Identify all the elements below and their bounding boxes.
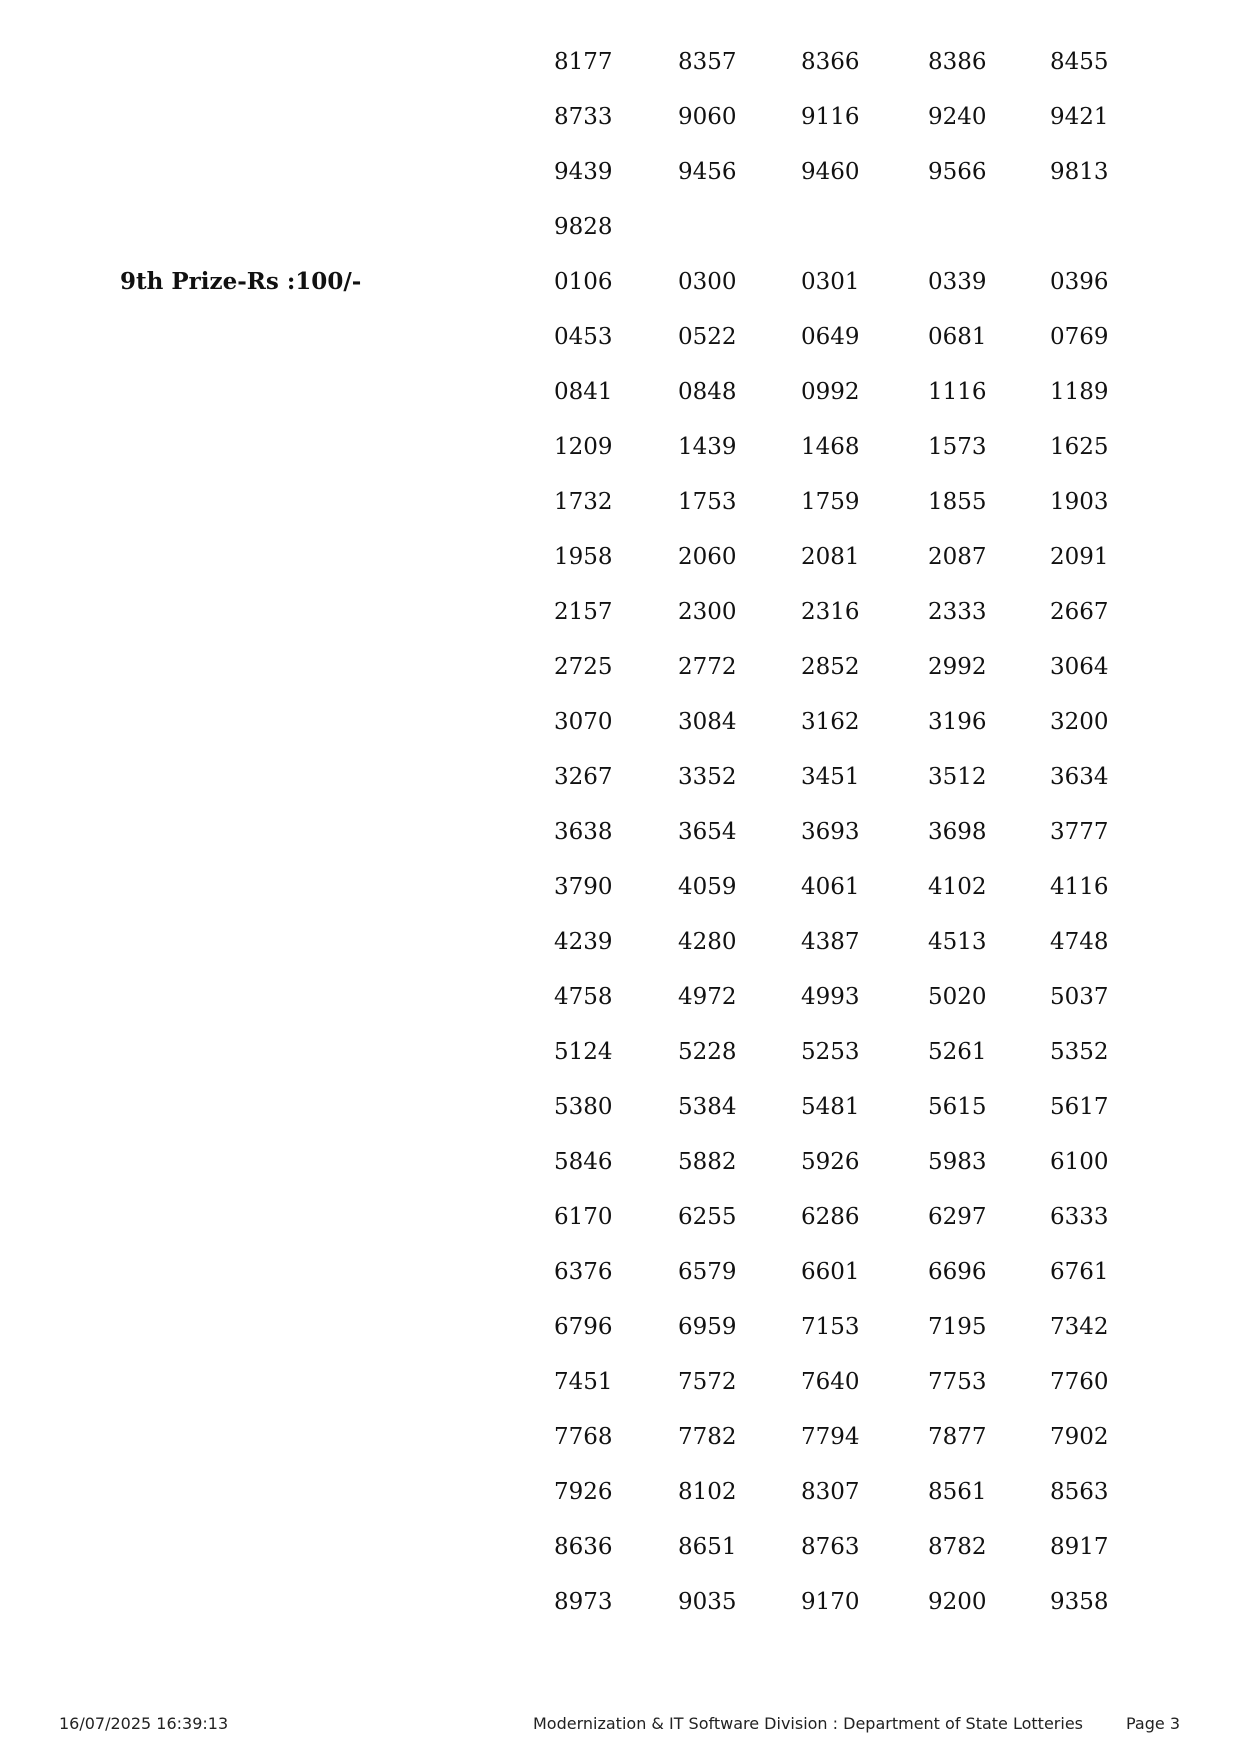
winning-number: 0769 <box>1050 324 1109 350</box>
winning-number: 8366 <box>801 49 860 75</box>
winning-number: 7572 <box>678 1369 737 1395</box>
winning-number: 5615 <box>928 1094 987 1120</box>
winning-number: 4758 <box>554 984 613 1010</box>
number-row <box>0 537 1240 577</box>
winning-number: 9460 <box>801 159 860 185</box>
winning-number: 6696 <box>928 1259 987 1285</box>
number-row <box>0 372 1240 412</box>
winning-number: 8973 <box>554 1589 613 1615</box>
winning-number: 0300 <box>678 269 737 295</box>
winning-number: 0453 <box>554 324 613 350</box>
number-row <box>0 1472 1240 1512</box>
winning-number: 8733 <box>554 104 613 130</box>
winning-number: 4061 <box>801 874 860 900</box>
number-row <box>0 1032 1240 1072</box>
winning-number: 0106 <box>554 269 613 295</box>
winning-number: 9566 <box>928 159 987 185</box>
winning-number: 2091 <box>1050 544 1109 570</box>
winning-number: 5882 <box>678 1149 737 1175</box>
winning-number: 2300 <box>678 599 737 625</box>
winning-number: 6297 <box>928 1204 987 1230</box>
winning-number: 7877 <box>928 1424 987 1450</box>
winning-number: 9170 <box>801 1589 860 1615</box>
number-row <box>0 702 1240 742</box>
winning-number: 4387 <box>801 929 860 955</box>
winning-number: 1468 <box>801 434 860 460</box>
winning-number: 3634 <box>1050 764 1109 790</box>
winning-number: 1753 <box>678 489 737 515</box>
number-row <box>0 1087 1240 1127</box>
winning-number: 2333 <box>928 599 987 625</box>
winning-number: 5253 <box>801 1039 860 1065</box>
winning-number: 6286 <box>801 1204 860 1230</box>
winning-number: 8561 <box>928 1479 987 1505</box>
winning-number: 4102 <box>928 874 987 900</box>
winning-number: 1116 <box>928 379 987 405</box>
winning-number: 5228 <box>678 1039 737 1065</box>
winning-number: 2725 <box>554 654 613 680</box>
winning-number: 9240 <box>928 104 987 130</box>
number-row <box>0 647 1240 687</box>
winning-number: 7902 <box>1050 1424 1109 1450</box>
winning-number: 8651 <box>678 1534 737 1560</box>
winning-number: 3698 <box>928 819 987 845</box>
winning-number: 6100 <box>1050 1149 1109 1175</box>
winning-number: 2087 <box>928 544 987 570</box>
winning-number: 5983 <box>928 1149 987 1175</box>
number-row <box>0 592 1240 632</box>
winning-number: 9200 <box>928 1589 987 1615</box>
winning-number: 2157 <box>554 599 613 625</box>
winning-number: 9035 <box>678 1589 737 1615</box>
winning-number: 6796 <box>554 1314 613 1340</box>
winning-number: 5124 <box>554 1039 613 1065</box>
winning-number: 5020 <box>928 984 987 1010</box>
number-row <box>0 207 1240 247</box>
winning-number: 1903 <box>1050 489 1109 515</box>
winning-number: 2316 <box>801 599 860 625</box>
winning-number: 5352 <box>1050 1039 1109 1065</box>
winning-number: 2772 <box>678 654 737 680</box>
winning-number: 6255 <box>678 1204 737 1230</box>
winning-number: 3693 <box>801 819 860 845</box>
winning-number: 9813 <box>1050 159 1109 185</box>
winning-number: 2992 <box>928 654 987 680</box>
winning-number: 1439 <box>678 434 737 460</box>
winning-number: 2852 <box>801 654 860 680</box>
winning-number: 7342 <box>1050 1314 1109 1340</box>
winning-number: 8307 <box>801 1479 860 1505</box>
winning-number: 0339 <box>928 269 987 295</box>
winning-number: 3267 <box>554 764 613 790</box>
winning-number: 8177 <box>554 49 613 75</box>
number-row <box>0 1582 1240 1622</box>
number-row <box>0 1362 1240 1402</box>
winning-number: 5037 <box>1050 984 1109 1010</box>
winning-number: 1625 <box>1050 434 1109 460</box>
footer-division: Modernization & IT Software Division : Department of State Lotteries <box>533 1714 1083 1733</box>
winning-number: 6579 <box>678 1259 737 1285</box>
winning-number: 5846 <box>554 1149 613 1175</box>
winning-number: 7640 <box>801 1369 860 1395</box>
winning-number: 3064 <box>1050 654 1109 680</box>
winning-number: 3070 <box>554 709 613 735</box>
winning-number: 4513 <box>928 929 987 955</box>
winning-number: 8636 <box>554 1534 613 1560</box>
winning-number: 8357 <box>678 49 737 75</box>
winning-number: 8917 <box>1050 1534 1109 1560</box>
number-row <box>0 97 1240 137</box>
winning-number: 0522 <box>678 324 737 350</box>
winning-number: 6959 <box>678 1314 737 1340</box>
number-row <box>0 427 1240 467</box>
footer-timestamp: 16/07/2025 16:39:13 <box>59 1714 229 1733</box>
winning-number: 4116 <box>1050 874 1109 900</box>
winning-number: 7195 <box>928 1314 987 1340</box>
winning-number: 5261 <box>928 1039 987 1065</box>
winning-number: 3790 <box>554 874 613 900</box>
winning-number: 0992 <box>801 379 860 405</box>
winning-number: 3352 <box>678 764 737 790</box>
winning-number: 3200 <box>1050 709 1109 735</box>
number-row <box>0 482 1240 522</box>
winning-number: 1189 <box>1050 379 1109 405</box>
winning-number: 0681 <box>928 324 987 350</box>
footer-page-number: Page 3 <box>1126 1714 1180 1733</box>
winning-number: 7794 <box>801 1424 860 1450</box>
winning-number: 4239 <box>554 929 613 955</box>
number-row <box>0 757 1240 797</box>
winning-number: 6376 <box>554 1259 613 1285</box>
winning-number: 1759 <box>801 489 860 515</box>
winning-number: 7782 <box>678 1424 737 1450</box>
winning-number: 9439 <box>554 159 613 185</box>
winning-number: 9116 <box>801 104 860 130</box>
winning-number: 2060 <box>678 544 737 570</box>
number-row <box>0 317 1240 357</box>
winning-number: 8386 <box>928 49 987 75</box>
number-row <box>0 977 1240 1017</box>
winning-number: 3196 <box>928 709 987 735</box>
number-row <box>0 1417 1240 1457</box>
winning-number: 1732 <box>554 489 613 515</box>
winning-number: 2081 <box>801 544 860 570</box>
winning-number: 0396 <box>1050 269 1109 295</box>
winning-number: 1855 <box>928 489 987 515</box>
winning-number: 1958 <box>554 544 613 570</box>
winning-number: 6761 <box>1050 1259 1109 1285</box>
winning-number: 1209 <box>554 434 613 460</box>
number-row <box>0 42 1240 82</box>
winning-number: 3162 <box>801 709 860 735</box>
winning-number: 7153 <box>801 1314 860 1340</box>
winning-number: 4972 <box>678 984 737 1010</box>
number-row <box>0 1307 1240 1347</box>
number-row <box>0 262 1240 302</box>
winning-number: 3777 <box>1050 819 1109 845</box>
number-row <box>0 1197 1240 1237</box>
winning-number: 4993 <box>801 984 860 1010</box>
number-row <box>0 922 1240 962</box>
winning-number: 1573 <box>928 434 987 460</box>
winning-number: 9456 <box>678 159 737 185</box>
winning-number: 5384 <box>678 1094 737 1120</box>
winning-number: 3512 <box>928 764 987 790</box>
winning-number: 0301 <box>801 269 860 295</box>
winning-number: 3638 <box>554 819 613 845</box>
winning-number: 2667 <box>1050 599 1109 625</box>
number-row <box>0 812 1240 852</box>
winning-number: 7926 <box>554 1479 613 1505</box>
winning-number: 0841 <box>554 379 613 405</box>
winning-number: 4059 <box>678 874 737 900</box>
winning-number: 0848 <box>678 379 737 405</box>
winning-number: 9828 <box>554 214 613 240</box>
winning-number: 8763 <box>801 1534 860 1560</box>
winning-number: 7451 <box>554 1369 613 1395</box>
number-row <box>0 1142 1240 1182</box>
winning-number: 6333 <box>1050 1204 1109 1230</box>
prize-label: 9th Prize-Rs :100/- <box>120 268 362 295</box>
winning-number: 6601 <box>801 1259 860 1285</box>
winning-number: 3084 <box>678 709 737 735</box>
winning-number: 8455 <box>1050 49 1109 75</box>
winning-number: 9421 <box>1050 104 1109 130</box>
winning-number: 7760 <box>1050 1369 1109 1395</box>
winning-number: 7753 <box>928 1369 987 1395</box>
number-row <box>0 1252 1240 1292</box>
winning-number: 3451 <box>801 764 860 790</box>
number-row <box>0 152 1240 192</box>
number-row <box>0 1527 1240 1567</box>
winning-number: 8782 <box>928 1534 987 1560</box>
number-row <box>0 867 1240 907</box>
winning-number: 9060 <box>678 104 737 130</box>
winning-number: 5481 <box>801 1094 860 1120</box>
winning-number: 6170 <box>554 1204 613 1230</box>
winning-number: 7768 <box>554 1424 613 1450</box>
winning-number: 4748 <box>1050 929 1109 955</box>
winning-number: 0649 <box>801 324 860 350</box>
winning-number: 4280 <box>678 929 737 955</box>
winning-number: 8102 <box>678 1479 737 1505</box>
winning-number: 5617 <box>1050 1094 1109 1120</box>
winning-number: 3654 <box>678 819 737 845</box>
winning-number: 5926 <box>801 1149 860 1175</box>
winning-number: 5380 <box>554 1094 613 1120</box>
winning-number: 8563 <box>1050 1479 1109 1505</box>
winning-number: 9358 <box>1050 1589 1109 1615</box>
